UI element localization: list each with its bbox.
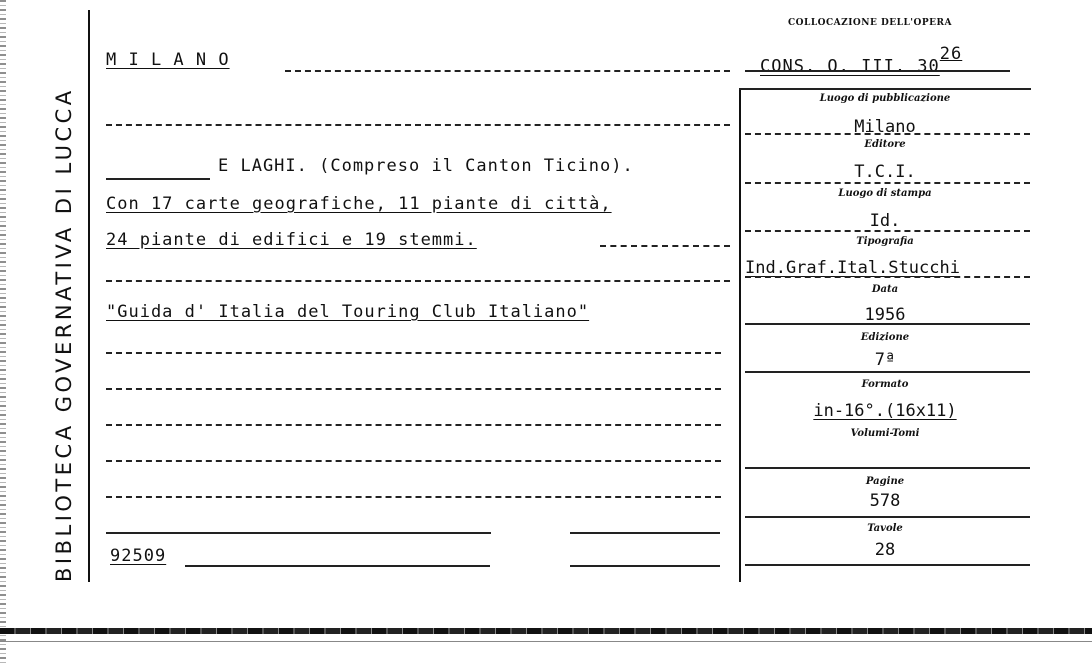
title-line-1: E LAGHI. (Compreso il Canton Ticino). <box>218 156 634 176</box>
card-left-edge <box>0 0 6 663</box>
inventory-rule-2 <box>570 565 720 567</box>
rule-place-of-publication <box>745 133 1030 135</box>
label-format: Formato <box>861 379 909 390</box>
shelfmark-superscript: 26 <box>939 44 963 64</box>
rule-volumes <box>745 467 1030 469</box>
inventory-number: 92509 <box>110 546 167 566</box>
value-format: in-16°.(16x11) <box>813 401 957 421</box>
value-publisher: T.C.I. <box>854 162 916 182</box>
rule-blank-3 <box>106 352 721 354</box>
label-printer: Tipografia <box>856 236 914 247</box>
library-side-label: BIBLIOTECA GOVERNATIVA DI LUCCA <box>52 87 76 582</box>
rule-blank-4 <box>106 388 721 390</box>
rule-blank-2 <box>106 280 730 282</box>
value-edition: 7ª <box>874 350 896 370</box>
value-place-of-printing: Id. <box>869 211 901 231</box>
rule-place-of-printing <box>745 230 1030 232</box>
label-pages: Pagine <box>865 476 905 487</box>
label-publisher: Editore <box>864 139 906 150</box>
label-volumes: Volumi-Tomi <box>850 428 920 439</box>
card-bottom-edge <box>0 628 1092 634</box>
value-printer: Ind.Graf.Ital.Stucchi <box>745 258 960 278</box>
panel-top-rule <box>739 88 1031 90</box>
rule-blank-6 <box>106 460 721 462</box>
shelfmark <box>760 44 963 77</box>
title-line-3-rule <box>600 245 730 247</box>
value-place-of-publication: Milano <box>854 117 916 137</box>
title-line-3: 24 piante di edifici e 19 stemmi. <box>106 230 477 250</box>
label-edition: Edizione <box>860 332 910 343</box>
value-pages: 578 <box>869 491 901 511</box>
rule-blank-8b <box>570 532 720 534</box>
city-heading: M I L A N O <box>106 50 230 70</box>
label-place-of-publication: Luogo di pubblicazione <box>819 93 951 104</box>
rule-blank-5 <box>106 424 721 426</box>
title-lead-rule <box>106 178 210 180</box>
value-plates: 28 <box>874 540 896 560</box>
series-title: "Guida d' Italia del Touring Club Italiano" <box>106 302 590 322</box>
rule-date <box>745 323 1030 325</box>
label-date: Data <box>871 284 899 295</box>
left-margin-rule <box>88 10 90 582</box>
rule-blank-1 <box>106 124 730 126</box>
city-rule <box>285 70 730 72</box>
rule-publisher <box>745 182 1030 184</box>
rule-blank-8 <box>106 532 491 534</box>
rule-printer <box>745 276 1030 278</box>
collocation-header: COLLOCAZIONE DELL'OPERA <box>788 18 952 28</box>
label-place-of-printing: Luogo di stampa <box>838 188 932 199</box>
title-line-2: Con 17 carte geografiche, 11 piante di città, <box>106 194 612 214</box>
label-plates: Tavole <box>867 523 903 534</box>
shelfmark-rule <box>745 70 1010 72</box>
rule-plates <box>745 564 1030 566</box>
rule-edition <box>745 371 1030 373</box>
rule-blank-7 <box>106 496 721 498</box>
right-panel-rule <box>739 90 741 582</box>
shelfmark-prefix: CONS. O. III. 30 <box>760 56 940 77</box>
card-lower-rule <box>0 641 1092 642</box>
rule-pages <box>745 516 1030 518</box>
value-date: 1956 <box>864 305 906 325</box>
inventory-rule <box>185 565 490 567</box>
